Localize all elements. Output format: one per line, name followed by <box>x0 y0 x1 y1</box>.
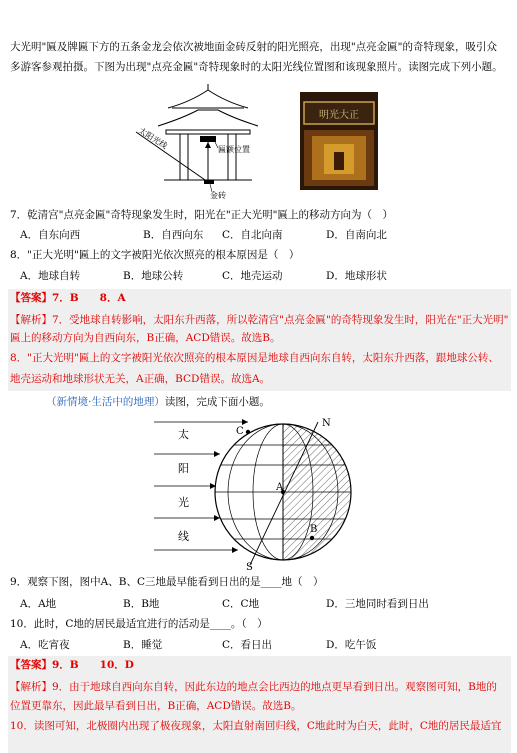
globe-sunlight-diagram <box>150 410 375 575</box>
sun-char-1: 太 <box>178 428 189 441</box>
q10-option-c: C．看日出 <box>222 639 273 651</box>
point-a-label: A <box>276 482 284 493</box>
q8-option-c: C．地壳运动 <box>222 270 283 282</box>
golden-plaque-photo <box>300 92 378 190</box>
gold-brick-label: 金砖 <box>210 191 226 200</box>
context-tag: （新情境·生活中的地理） <box>46 396 165 408</box>
q8-option-a: A．地球自转 <box>20 270 81 282</box>
intro-line-1: 大光明"匾及牌匾下方的五条金龙会依次被地面金砖反射的阳光照亮，出现"点亮金匾"的奇特现象，吸引众 <box>10 41 497 53</box>
q9-option-b: B．B地 <box>123 598 160 610</box>
point-s-label: S <box>246 562 253 573</box>
palace-sunlight-diagram <box>128 80 288 205</box>
plaque-position-label: 匾额位置 <box>218 145 250 154</box>
intro-line-2: 多游客参观拍摄。下图为出现"点亮金匾"奇特现象时的太阳光线位置图和该现象照片。读图完成下列小题。 <box>10 61 503 73</box>
sun-char-4: 线 <box>178 530 189 543</box>
q9-option-c: C．C地 <box>222 598 260 610</box>
analysis-1-line-1: 【解析】7．受地球自转影响，太阳东升西落，所以乾清宫"点亮金匾"的奇特现象发生时，阳光在"正大光明" <box>10 314 509 326</box>
q10-option-b: B．睡觉 <box>123 639 163 651</box>
point-b-label: B <box>310 524 318 535</box>
analysis-2-line-1: 【解析】9．由于地球自西向东自转，因此东边的地点会比西边的地点更早看到日出。观察图可知，B地的 <box>10 681 497 693</box>
plaque-text: 明光大正 <box>319 110 359 121</box>
q7-option-c: C．自北向南 <box>222 229 283 241</box>
question-9: 9．观察下图，图中A、B、C三地最早能看到日出的是____地（ ） <box>10 576 324 588</box>
analysis-2-line-3: 10．读图可知，北极圈内出现了极夜现象，太阳直射南回归线，C地此时为白天，此时，C地的居民最适宜 <box>10 720 502 732</box>
q7-option-b: B．自西向东 <box>143 229 204 241</box>
q8-option-b: B．地球公转 <box>123 270 184 282</box>
answer-1: 【答案】7．B 8．A <box>10 292 126 304</box>
question-10: 10．此时，C地的居民最适宜进行的活动是____。（ ） <box>10 618 268 630</box>
context-2 <box>46 395 509 409</box>
q9-option-d: D．三地同时看到日出 <box>326 598 429 610</box>
analysis-1-line-2: 匾上的移动方向为自西向东，B正确，ACD错误。故选B。 <box>10 332 281 344</box>
answer-2: 【答案】9．B 10．D <box>10 659 134 671</box>
q10-option-d: D．吃午饭 <box>326 639 377 651</box>
point-n-label: N <box>322 418 331 429</box>
context-text: 读图，完成下面小题。 <box>164 396 270 408</box>
analysis-2-line-2: 位置更靠东，因此最早看到日出，B正确，ACD错误。故选B。 <box>10 700 302 712</box>
q7-option-d: D．自南向北 <box>326 229 387 241</box>
q8-option-d: D．地球形状 <box>326 270 387 282</box>
question-7: 7．乾清宫"点亮金匾"奇特现象发生时，阳光在"正大光明"匾上的移动方向为（ ） <box>10 209 393 221</box>
question-8: 8．"正大光明"匾上的文字被阳光依次照亮的根本原因是（ ） <box>10 249 300 261</box>
point-c-label: C <box>236 426 244 437</box>
q9-option-a: A．A地 <box>20 598 57 610</box>
analysis-1-line-4: 地壳运动和地球形状无关，A正确，BCD错误。故选A。 <box>10 373 271 385</box>
q7-option-a: A．自东向西 <box>20 229 81 241</box>
sunlight-label: 太阳光线 <box>136 126 169 151</box>
q10-option-a: A．吃宵夜 <box>20 639 70 651</box>
sun-char-3: 光 <box>178 496 189 509</box>
sun-char-2: 阳 <box>178 462 189 475</box>
analysis-1-line-3: 8．"正大光明"匾上的文字被阳光依次照亮的根本原因是地球自西向东自转，太阳东升西落，跟地球公转、 <box>10 352 499 364</box>
